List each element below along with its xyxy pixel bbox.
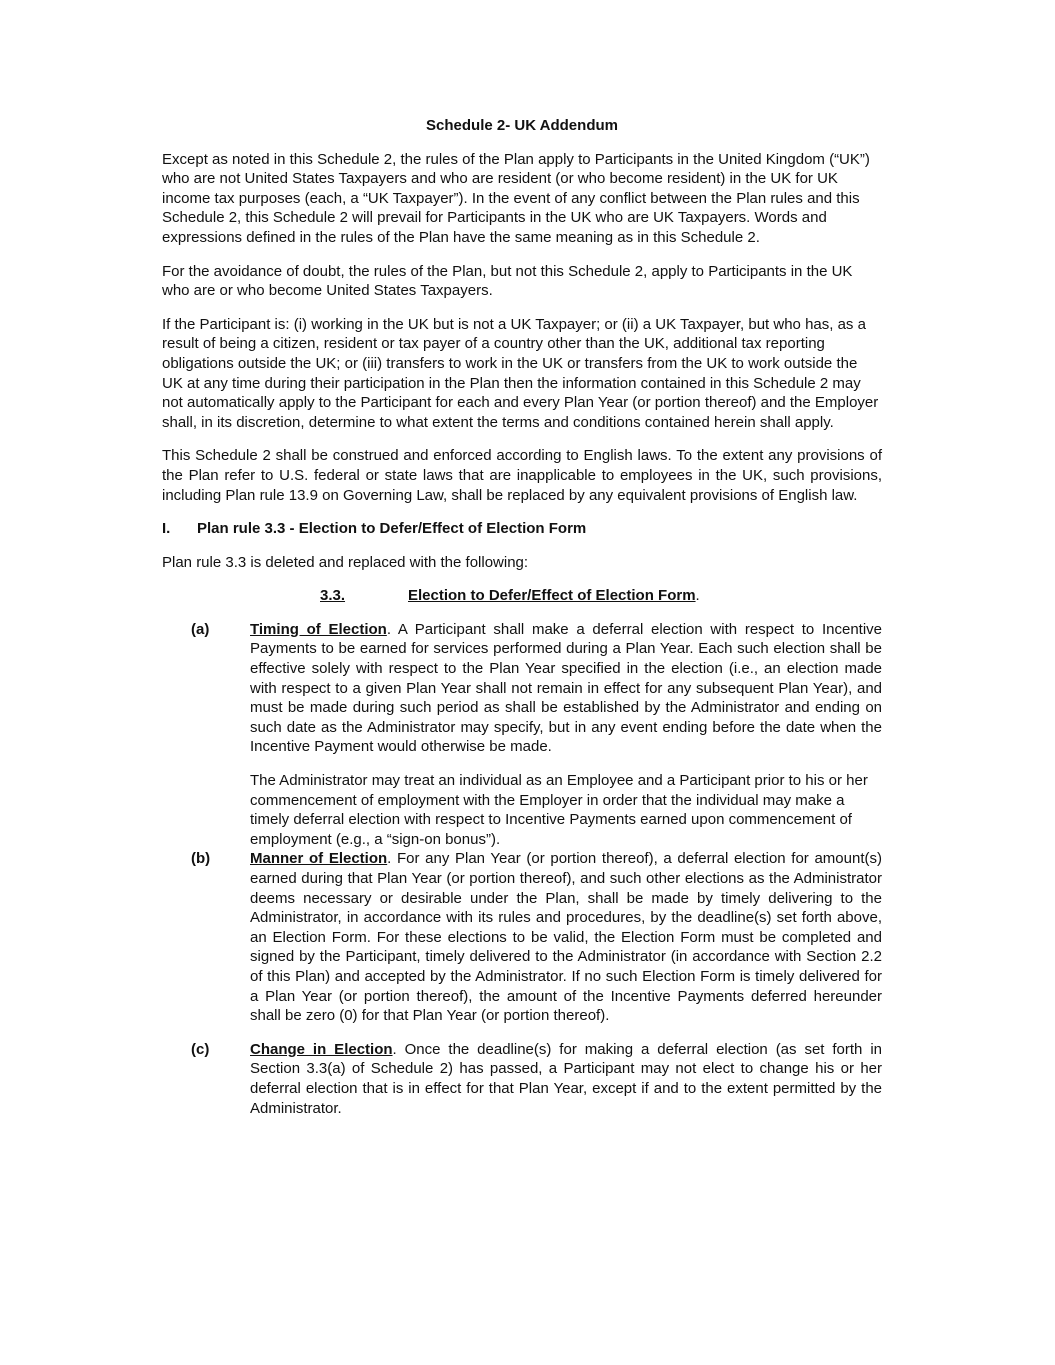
list-item-c — [162, 1040, 882, 1118]
section-intro: Plan rule 3.3 is deleted and replaced with the following: — [162, 553, 529, 571]
list-item-a-continuation: The Administrator may treat an individual as an Employee and a Participant prior to his or her commencement of employment with the Employer in order that the individual may make a timely deferral election with respect to Incentive Payments earned upon commencement of employment (e.g., a “sign-on bonus”). — [250, 772, 868, 848]
paragraph-scope: Except as noted in this Schedule 2, the rules of the Plan apply to Participants in the United Kingdom (“UK”) who are not United States Taxpayers and who are resident (or who become resident) in the UK for UK income tax purposes (each, a “UK Taxpayer”). In the event of any conflict between the Plan rules and this Schedule 2, this Schedule 2 will prevail for Participants in the UK who are UK Taxpayers. Words and expressions defined in the rules of the Plan have the same meaning as in this Schedule 2. — [162, 150, 870, 246]
rule-number: 3.3. — [320, 587, 346, 605]
list-item-b — [162, 849, 882, 1025]
section-heading — [162, 519, 882, 539]
paragraph-governing-law: This Schedule 2 shall be construed and enforced according to English laws. To the extent any provisions of the Plan refer to U.S. federal or state laws that are inapplicable to employees in the UK, such provisions, including Plan rule 13.9 on Governing Law, shall be replaced by any equivalent provisions of English law. — [162, 447, 882, 504]
rule-heading — [162, 586, 882, 606]
document-title: Schedule 2- UK Addendum — [426, 117, 618, 134]
list-item-a — [162, 620, 882, 757]
list-item-text: . Once the deadline(s) for making a deferral election (as set forth in Section 3.3(a) of Schedule 2) has passed, a Participant may not elect to change his or her deferral election that is in effect for that Plan Year, except if and to the extent permitted by the Administrator. — [250, 1040, 883, 1117]
rule-title: Election to Defer/Effect of Election Form — [408, 587, 696, 605]
list-item-label: (b) — [191, 850, 211, 868]
section-title: Plan rule 3.3 - Election to Defer/Effect of Election Form — [197, 520, 587, 538]
list-item-text: . For any Plan Year (or portion thereof), a deferral election for amount(s) earned during that Plan Year (or portion thereof), and such other elections as the Administrator deems necessary or desirable under the Plan, shall be made by timely delivering to the Administrator, in accordance with its rules and procedures, by the deadline(s) set forth above, an Election Form. For these elections to be valid, the Election Form must be completed and signed by the Participant, timely delivered to the Administrator (in accordance with Section 2.2 of this Plan) and accepted by the Administrator. If no such Election Form is timely delivered for a Plan Year (or portion thereof), the amount of the Incentive Payments deferred hereunder shall be zero (0) for that Plan Year (or portion thereof). — [250, 850, 882, 1025]
list-item-label: (a) — [191, 620, 210, 638]
list-item-lead: Change in Election — [250, 1040, 393, 1058]
paragraph-participant-conditions: If the Participant is: (i) working in the UK but is not a UK Taxpayer; or (ii) a UK Taxpayer, but who has, as a result of being a citizen, resident or tax payer of a country other than the UK, additional tax reporting obligations outside the UK; or (iii) transfers to work in the UK or transfers from the UK to work outside the UK at any time during their participation in the Plan then the information contained in this Schedule 2 may not automatically apply to the Participant for each and every Plan Year (or portion thereof) and the Employer shall, in its discretion, determine to what extent the terms and conditions contained herein shall apply. — [162, 315, 879, 431]
list-item-body — [250, 620, 882, 757]
list-item-label: (c) — [191, 1040, 210, 1058]
list-item-text: . A Participant shall make a deferral election with respect to Incentive Payments to be earned for services performed during a Plan Year. Each such election shall be effective solely with respect to the Plan Year specified in the election (i.e., an election made with respect to a given Plan Year shall not remain in effect for any subsequent Plan Year), and must be made during such period as shall be established by the Administrator and ending on such date as the Administrator may specify, but in any event ending before the date when the Incentive Payment would otherwise be made. — [250, 620, 882, 756]
list-item-body — [250, 1040, 882, 1118]
section-number: I. — [162, 520, 171, 538]
list-item-lead: Timing of Election — [250, 620, 387, 638]
paragraph-avoidance-of-doubt: For the avoidance of doubt, the rules of the Plan, but not this Schedule 2, apply to Participants in the UK who are or who become United States Taxpayers. — [162, 262, 853, 300]
rule-title-suffix: . — [695, 587, 700, 605]
document-page — [162, 116, 882, 1132]
list-item-lead: Manner of Election — [250, 850, 388, 868]
list-item-body — [250, 849, 882, 1025]
